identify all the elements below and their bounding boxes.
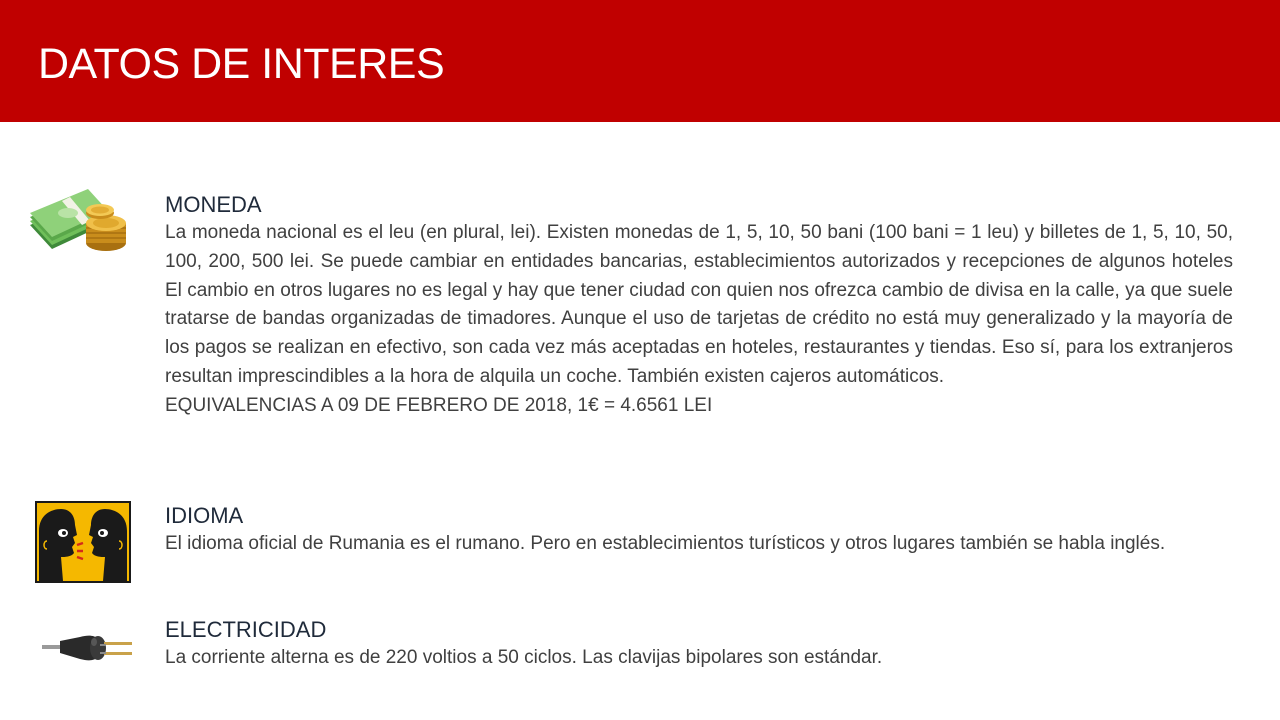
section-body-electricidad: La corriente alterna es de 220 voltios a 50 ciclos. Las clavijas bipolares son estándar. xyxy=(165,647,883,668)
section-idioma xyxy=(165,502,1233,559)
section-electricidad xyxy=(165,616,1233,673)
money-icon xyxy=(28,187,130,255)
talking-faces-icon xyxy=(35,501,131,583)
title-bar xyxy=(0,0,1280,122)
section-body-moneda: La moneda nacional es el leu (en plural, lei). Existen monedas de 1, 5, 10, 50 bani (100 bani = 1 leu) y billetes de 1, 5, 10, 50, 100, 200, 500 lei. Se puede cambiar en entidades bancarias, establecimientos autorizados y recepciones de algunos hoteles El cambio en otros lugares no es legal y hay que tener ciudad con quien nos ofrezca cambio de divisa en la calle, ya que suele tratarse de bandas organizadas de timadores. Aunque el uso de tarjetas de crédito no está muy generalizado y la mayoría de los pagos se realizan en efectivo, son cada vez más aceptadas en hoteles, restaurantes y tiendas. Eso sí, para los extranjeros resultan imprescindibles a la hora de alquila un coche. También existen cajeros automáticos. xyxy=(165,222,1233,387)
section-title-idioma: IDIOMA xyxy=(165,503,244,528)
section-moneda xyxy=(165,191,1233,421)
section-title-electricidad: ELECTRICIDAD xyxy=(165,617,327,642)
section-title-moneda: MONEDA xyxy=(165,192,262,217)
page-title: DATOS DE INTERES xyxy=(38,40,445,88)
exchange-rate-note: EQUIVALENCIAS A 09 DE FEBRERO DE 2018, 1€ = 4.6561 LEI xyxy=(165,394,713,416)
section-body-idioma: El idioma oficial de Rumania es el rumano. Pero en establecimientos turísticos y otros lugares también se habla inglés. xyxy=(165,533,1166,554)
plug-icon xyxy=(40,625,135,669)
